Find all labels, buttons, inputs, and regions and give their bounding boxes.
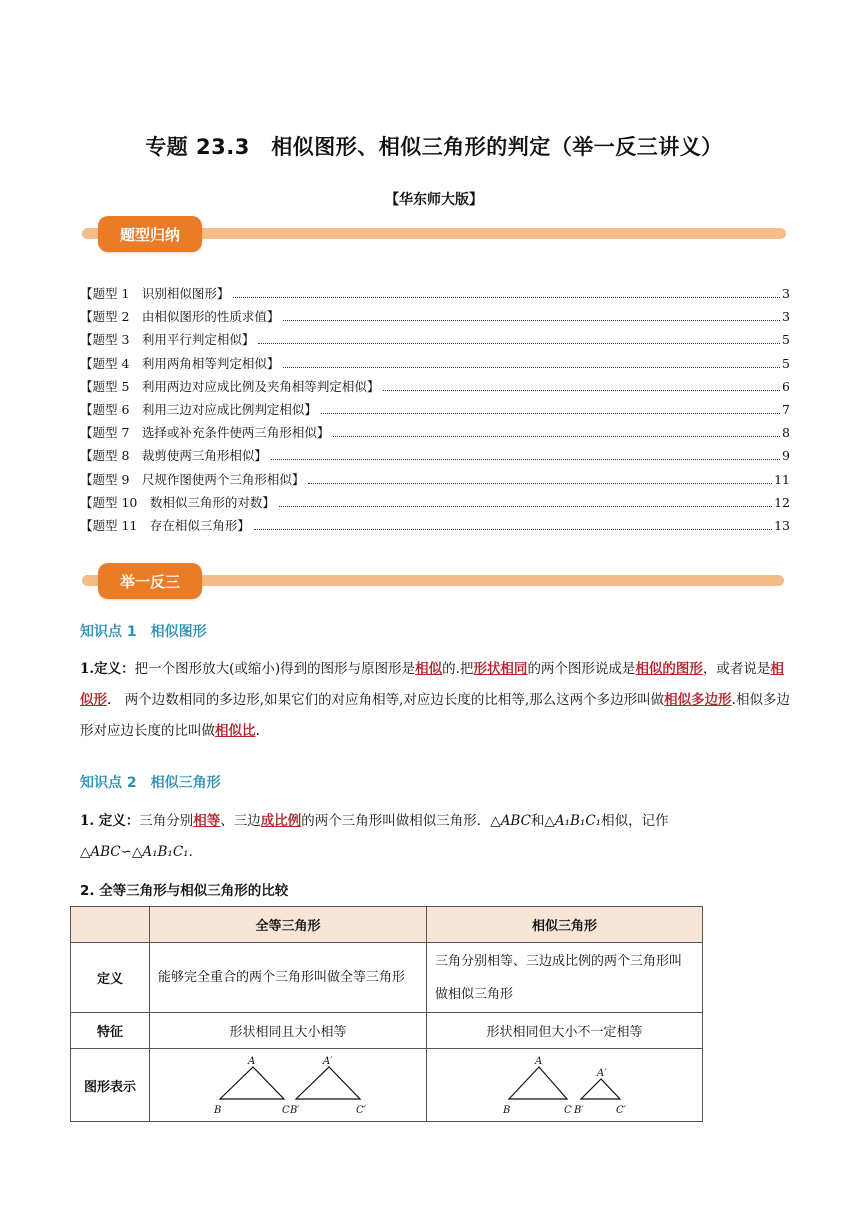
toc-page-number: 9	[782, 448, 790, 464]
toc-page-number: 13	[774, 517, 790, 533]
vertex-label: C′	[616, 1105, 626, 1116]
toc-leader-dots	[254, 528, 772, 530]
toc-leader-dots	[233, 296, 780, 298]
section-pill-label: 举一反三	[119, 572, 180, 591]
toc-leader-dots	[308, 482, 772, 484]
toc-entry[interactable]	[80, 377, 790, 400]
keyword: 成比例	[260, 813, 302, 829]
table-cell: 形状相同但大小不一定相等	[427, 1013, 703, 1049]
text: 三角分别	[139, 813, 194, 829]
toc-entry[interactable]	[80, 307, 790, 330]
column-header: 相似三角形	[427, 907, 703, 943]
toc-entry-label: 【题型 8 裁剪使两三角形相似】	[80, 448, 267, 464]
toc-entry[interactable]	[80, 400, 790, 423]
toc-entry[interactable]	[80, 330, 790, 353]
text: 把一个图形放大(或缩小)得到的图形与原图形是	[134, 661, 416, 677]
row-header: 定义	[71, 943, 150, 1013]
table-cell: 三角分别相等、三边成比例的两个三角形叫做相似三角形	[427, 943, 703, 1013]
vertex-label: A′	[597, 1068, 607, 1079]
toc-page-number: 8	[782, 425, 790, 441]
similar-figure-cell	[427, 1049, 703, 1122]
toc-page-number: 6	[782, 378, 790, 394]
table-cell: 形状相同且大小相等	[150, 1013, 427, 1049]
toc-entry-label: 【题型 7 选择或补充条件使两三角形相似】	[80, 425, 330, 441]
keyword: 相似形	[80, 661, 784, 708]
table-of-contents	[80, 284, 790, 539]
row-header: 图形表示	[71, 1049, 150, 1122]
congruent-figure-cell	[150, 1049, 427, 1122]
text: 的.把	[442, 661, 474, 677]
keyword: 相等	[193, 813, 221, 829]
toc-page-number: 5	[782, 332, 790, 348]
text: ∽△	[120, 844, 143, 860]
toc-entry[interactable]	[80, 446, 790, 469]
congruent-triangles-figure	[150, 1049, 420, 1117]
toc-entry-label: 【题型 10 数相似三角形的对数】	[80, 494, 275, 510]
toc-entry-label: 【题型 1 识别相似图形】	[80, 286, 230, 301]
text: .	[255, 723, 260, 739]
toc-page-number: 11	[774, 471, 790, 487]
keyword: 形状相同	[473, 661, 528, 677]
table-row	[71, 943, 703, 1013]
row-header: 特征	[71, 1013, 150, 1049]
definition-paragraph	[80, 654, 790, 747]
vertex-label: B	[214, 1105, 222, 1116]
toc-page-number: 7	[782, 401, 790, 417]
section-pill-toc	[98, 216, 202, 252]
column-header: 全等三角形	[150, 907, 427, 943]
knowledge-point-heading: 知识点 1 相似图形	[80, 624, 207, 640]
toc-leader-dots	[258, 342, 780, 344]
vertex-label: B′	[290, 1105, 300, 1116]
toc-entry[interactable]	[80, 354, 790, 377]
toc-entry-label: 【题型 9 尺规作图使两个三角形相似】	[80, 471, 305, 487]
toc-leader-dots	[383, 389, 780, 391]
keyword: 相似多边形	[664, 692, 732, 708]
vertex-label: A′	[323, 1056, 333, 1067]
triangle-a1b1c1	[581, 1079, 620, 1099]
definition-label: 1. 定义：	[80, 813, 140, 829]
vertex-label: C	[282, 1105, 290, 1116]
toc-leader-dots	[279, 505, 772, 507]
knowledge-point-heading: 知识点 2 相似三角形	[80, 775, 221, 791]
text: ，或者说是	[702, 661, 771, 677]
keyword: 相似比	[215, 723, 256, 739]
toc-leader-dots	[333, 435, 780, 437]
toc-entry[interactable]	[80, 493, 790, 516]
similar-triangles-figure	[427, 1049, 697, 1117]
toc-page-number: 12	[774, 494, 790, 510]
math: A₁B₁C₁	[142, 844, 189, 860]
table-row	[71, 907, 703, 943]
toc-leader-dots	[271, 458, 780, 460]
vertex-label: C′	[356, 1105, 366, 1116]
toc-leader-dots	[283, 319, 780, 321]
toc-entry-label: 【题型 3 利用平行判定相似】	[80, 332, 255, 348]
text: .相似多边形对应边长度的比叫做	[80, 692, 790, 739]
vertex-label: A	[535, 1056, 543, 1067]
text: 、三边	[220, 813, 261, 829]
toc-entry-label: 【题型 2 由相似图形的性质求值】	[80, 309, 280, 325]
text: ．	[188, 844, 203, 860]
text: 的两个三角形叫做相似三角形．△	[301, 813, 501, 829]
triangle-abc	[509, 1067, 567, 1099]
table-row	[71, 1013, 703, 1049]
vertex-label: B	[503, 1105, 511, 1116]
toc-entry-label: 【题型 4 利用两角相等判定相似】	[80, 355, 280, 371]
text: 和△	[530, 813, 555, 829]
subheading: 2. 全等三角形与相似三角形的比较	[80, 883, 289, 899]
math: ABC	[500, 813, 531, 829]
table-corner	[71, 907, 150, 943]
section-pill-label: 题型归纳	[119, 225, 180, 244]
comparison-table	[70, 906, 703, 1122]
math: ABC	[90, 844, 121, 860]
vertex-label: A	[248, 1056, 256, 1067]
toc-entry-label: 【题型 11 存在相似三角形】	[80, 517, 250, 533]
toc-page-number: 3	[782, 309, 790, 325]
definition-paragraph	[80, 806, 790, 868]
toc-leader-dots	[321, 412, 780, 414]
toc-entry[interactable]	[80, 423, 790, 446]
section-pill-main	[98, 563, 202, 599]
text: . 两个边数相同的多边形,如果它们的对应角相等,对应边长度的比相等,那么这两个多边形叫做	[107, 692, 665, 708]
toc-page-number: 3	[782, 286, 790, 301]
text: 相似，记作△	[80, 813, 669, 860]
definition-label: 1.定义：	[80, 661, 135, 677]
vertex-label: B′	[574, 1105, 584, 1116]
table-cell: 能够完全重合的两个三角形叫做全等三角形	[150, 943, 427, 1013]
text: 的两个图形说成是	[527, 661, 636, 677]
math: A₁B₁C₁	[554, 813, 602, 829]
vertex-label: C	[564, 1105, 572, 1116]
edition-label: 【华东师大版】	[385, 192, 483, 208]
page-title: 专题 23.3 相似图形、相似三角形的判定（举一反三讲义）	[145, 135, 723, 159]
triangle-a1b1c1	[296, 1067, 360, 1099]
keyword: 相似的图形	[635, 661, 703, 677]
toc-entry-label: 【题型 6 利用三边对应成比例判定相似】	[80, 401, 317, 417]
triangle-abc	[220, 1067, 284, 1099]
toc-entry[interactable]	[80, 516, 790, 539]
keyword: 相似	[415, 661, 443, 677]
table-row	[71, 1049, 703, 1122]
toc-entry[interactable]	[80, 470, 790, 493]
toc-page-number: 5	[782, 355, 790, 371]
toc-leader-dots	[283, 366, 780, 368]
toc-entry-label: 【题型 5 利用两边对应成比例及夹角相等判定相似】	[80, 378, 380, 394]
toc-entry[interactable]	[80, 284, 790, 307]
